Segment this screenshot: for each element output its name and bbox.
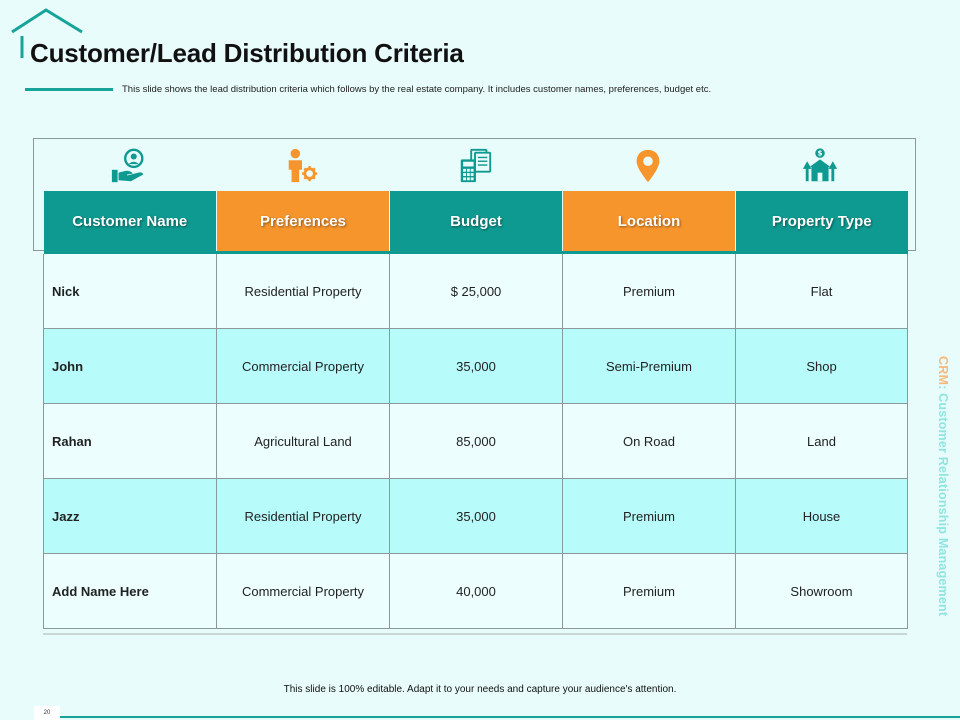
preferences-cell: Residential Property: [217, 254, 390, 329]
customer-name-cell: Jazz: [44, 479, 217, 554]
property-type-cell: Land: [736, 404, 908, 479]
customer-name-cell: Nick: [44, 254, 217, 329]
footer-note: This slide is 100% editable. Adapt it to your needs and capture your audience's attention.: [283, 684, 677, 695]
side-label: [936, 356, 950, 616]
page-number: 20: [34, 706, 60, 720]
budget-cell: 35,000: [390, 329, 563, 404]
title-underline: [25, 88, 113, 91]
header-location: Location: [563, 191, 736, 251]
page-subtitle: This slide shows the lead distribution criteria which follows by the real estate company. It includes customer names, preferences, budget etc.: [122, 84, 712, 95]
location-cell: Semi-Premium: [563, 329, 736, 404]
footer-rule: [60, 716, 960, 718]
person-gear-icon: [282, 146, 322, 186]
header-customer-name: Customer Name: [44, 191, 217, 251]
header-property-type: Property Type: [736, 191, 908, 251]
location-cell: Premium: [563, 254, 736, 329]
side-label-prefix: CRM: [936, 356, 950, 386]
property-type-cell: House: [736, 479, 908, 554]
table-row: [44, 554, 908, 629]
page-title: Customer/Lead Distribution Criteria: [30, 38, 464, 68]
lead-distribution-table: [43, 191, 908, 629]
budget-cell: 40,000: [390, 554, 563, 629]
header-preferences: Preferences: [217, 191, 390, 251]
customer-name-cell: John: [44, 329, 217, 404]
preferences-cell: Residential Property: [217, 479, 390, 554]
property-type-cell: Shop: [736, 329, 908, 404]
header-budget: Budget: [390, 191, 563, 251]
preferences-cell: Commercial Property: [217, 329, 390, 404]
location-cell: Premium: [563, 554, 736, 629]
preferences-cell: Agricultural Land: [217, 404, 390, 479]
location-cell: Premium: [563, 479, 736, 554]
customer-in-hand-icon: [109, 146, 149, 186]
budget-cell: 35,000: [390, 479, 563, 554]
preferences-cell: Commercial Property: [217, 554, 390, 629]
property-type-cell: Flat: [736, 254, 908, 329]
table-row: [44, 404, 908, 479]
table-header-row: [44, 191, 908, 251]
table-row: [44, 329, 908, 404]
customer-name-cell: Rahan: [44, 404, 217, 479]
location-pin-icon: [628, 146, 668, 186]
table-bottom-rule: [43, 633, 907, 635]
table-row: [44, 479, 908, 554]
svg-text:$: $: [817, 148, 823, 158]
side-label-separator: :: [936, 385, 950, 394]
table-row: [44, 254, 908, 329]
budget-cell: $ 25,000: [390, 254, 563, 329]
calculator-documents-icon: [455, 146, 495, 186]
side-label-text: Customer Relationship Management: [936, 393, 950, 617]
property-type-cell: Showroom: [736, 554, 908, 629]
budget-cell: 85,000: [390, 404, 563, 479]
location-cell: On Road: [563, 404, 736, 479]
property-investment-icon: [800, 146, 840, 186]
customer-name-cell: Add Name Here: [44, 554, 217, 629]
